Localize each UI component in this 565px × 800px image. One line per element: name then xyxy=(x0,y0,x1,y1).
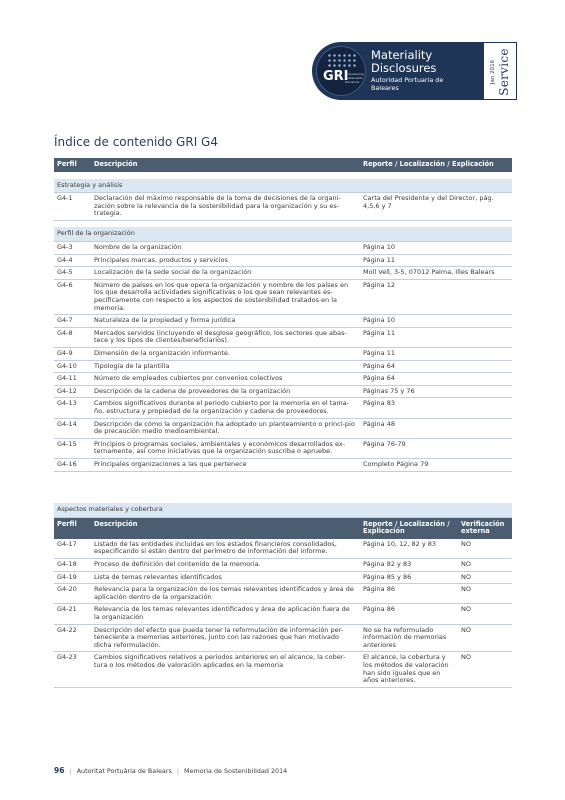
section-gap xyxy=(54,172,512,179)
row-report: Página 86 xyxy=(360,604,458,624)
row-description: Descripción del efecto que pueda tener la reformulación de información per-teneciente a memorias anteriores, junto con las razones que han motivado dicha reformulación. xyxy=(91,624,360,652)
footer-organization: Autoritat Portuària de Balears xyxy=(76,767,172,775)
row-code: G4-14 xyxy=(54,418,91,438)
section-row xyxy=(54,227,512,241)
header-reporte: Reporte / Localización / Explicación xyxy=(360,517,458,539)
row-description: Cambios significativos relativos a periodos anteriores en el alcance, la cober-tura o los métodos de valoración aplicados en la memoria xyxy=(91,652,360,687)
table-row xyxy=(54,398,512,418)
page-number: 96 xyxy=(54,766,65,775)
row-description: Nombre de la organización xyxy=(91,242,360,255)
row-verification: NO xyxy=(458,604,512,624)
badge-title: Materiality Disclosures xyxy=(371,48,437,75)
table-row xyxy=(54,254,512,267)
row-report: Página 64 xyxy=(360,360,512,373)
header-perfil: Perfil xyxy=(54,158,91,172)
row-report: Página 86 xyxy=(360,584,458,604)
row-code: G4-7 xyxy=(54,315,91,328)
row-verification: NO xyxy=(458,539,512,559)
row-report: Página 10, 12, 82 y 83 xyxy=(360,539,458,559)
row-description: Lista de temas relevantes identificados xyxy=(91,571,360,584)
header-descripcion: Descripción xyxy=(91,158,360,172)
gri-globe-icon xyxy=(327,53,357,67)
table-header-row xyxy=(54,158,512,172)
table-row xyxy=(54,315,512,328)
row-description: Relevancia para la organización de los temas relevantes identificados y área de aplicación dentro de la organización xyxy=(91,584,360,604)
header-descripcion: Descripción xyxy=(91,517,360,539)
table-row xyxy=(54,360,512,373)
badge-service-label: Service xyxy=(497,48,511,96)
section-row xyxy=(54,179,512,193)
row-description: Número de países en los que opera la organización y nombre de los países en los que desarrolla actividades significativas o los que sean relevantes es-pecíficamente con respecto a los aspectos de sostenibilidad tratados en la memoria. xyxy=(91,279,360,314)
row-verification: NO xyxy=(458,558,512,571)
row-description: Mercados servidos (incluyendo el desglose geográfico, los sectores que abas-tece y los tipos de clientes/beneficiarios). xyxy=(91,327,360,347)
row-report: Página 10 xyxy=(360,242,512,255)
row-code: G4-3 xyxy=(54,242,91,255)
row-report: Páginas 75 y 76 xyxy=(360,385,512,398)
row-description: Principales organizaciones a las que pertenece xyxy=(91,458,360,471)
row-description: Principales marcas, productos y servicios xyxy=(91,254,360,267)
row-code: G4-20 xyxy=(54,584,91,604)
section-gap xyxy=(54,220,512,227)
table-row xyxy=(54,373,512,386)
row-report: Moll Vell, 3-5, 07012 Palma, Illes Balears xyxy=(360,267,512,280)
table-row xyxy=(54,624,512,652)
row-report: Página 11 xyxy=(360,254,512,267)
table-row xyxy=(54,558,512,571)
row-report: Página 83 xyxy=(360,398,512,418)
footer-separator: | xyxy=(69,767,72,775)
row-description: Dimensión de la organización informante. xyxy=(91,348,360,361)
row-report: Página 64 xyxy=(360,373,512,386)
row-report: El alcance, la cobertura y los métodos de valoración han sido iguales que en años anteriores. xyxy=(360,652,458,687)
row-code: G4-8 xyxy=(54,327,91,347)
gri-index-table-material-aspects xyxy=(54,503,512,688)
row-description: Descripción de cómo la organización ha adoptado un planteamiento o princi-pio de precaución medio medioambiental. xyxy=(91,418,360,438)
table-row xyxy=(54,539,512,559)
table-row xyxy=(54,418,512,438)
row-report: Página 11 xyxy=(360,327,512,347)
row-code: G4-19 xyxy=(54,571,91,584)
row-description: Localización de la sede social de la organización xyxy=(91,267,360,280)
footer-separator: | xyxy=(176,767,179,775)
row-code: G4-18 xyxy=(54,558,91,571)
table-row xyxy=(54,279,512,314)
row-code: G4-4 xyxy=(54,254,91,267)
row-code: G4-17 xyxy=(54,539,91,559)
row-report: Carta del Presidente y del Director, pág. 4,5,6 y 7 xyxy=(360,193,512,221)
gri-logo xyxy=(316,46,366,96)
section-label: Perfil de la organización xyxy=(54,227,512,241)
table-row xyxy=(54,242,512,255)
row-code: G4-5 xyxy=(54,267,91,280)
table-row xyxy=(54,385,512,398)
gri-index-table-profile xyxy=(54,158,512,472)
page-title: Índice de contenido GRI G4 xyxy=(54,135,218,149)
row-code: G4-15 xyxy=(54,438,91,458)
row-code: G4-10 xyxy=(54,360,91,373)
table-row xyxy=(54,327,512,347)
row-verification: NO xyxy=(458,652,512,687)
row-code: G4-16 xyxy=(54,458,91,471)
badge-service-panel xyxy=(483,42,517,100)
row-code: G4-23 xyxy=(54,652,91,687)
footer-report-title: Memoria de Sostenibilidad 2014 xyxy=(184,767,288,775)
row-code: G4-11 xyxy=(54,373,91,386)
row-report: Página 10 xyxy=(360,315,512,328)
header-perfil: Perfil xyxy=(54,517,91,539)
materiality-badge xyxy=(312,42,517,100)
table-row xyxy=(54,584,512,604)
row-description: Listado de las entidades incluidas en los estados financieros consolidados, especificando si están dentro del perímetro de información del informe. xyxy=(91,539,360,559)
row-report: Página 11 xyxy=(360,348,512,361)
row-report: Página 12 xyxy=(360,279,512,314)
row-description: Número de empleados cubiertos por convenios colectivos xyxy=(91,373,360,386)
table-row xyxy=(54,348,512,361)
row-report: Página 48 xyxy=(360,418,512,438)
table-row xyxy=(54,458,512,471)
row-description: Principios o programas sociales, ambientales y económicos desarrollados ex-ternamente, así como iniciativas que la organización suscriba o apruebe. xyxy=(91,438,360,458)
row-code: G4-22 xyxy=(54,624,91,652)
row-code: G4-9 xyxy=(54,348,91,361)
header-verificacion: Verificación externa xyxy=(458,517,512,539)
row-verification: NO xyxy=(458,624,512,652)
row-code: G4-21 xyxy=(54,604,91,624)
section-label: Estrategia y análisis xyxy=(54,179,512,193)
section-label: Aspectos materiales y cobertura xyxy=(54,503,512,517)
table-header-row xyxy=(54,517,512,539)
gri-logo-tagline: Empowering Sustainable Decisions xyxy=(345,72,364,84)
table-row xyxy=(54,604,512,624)
row-code: G4-6 xyxy=(54,279,91,314)
row-verification: NO xyxy=(458,584,512,604)
row-code: G4-1 xyxy=(54,193,91,221)
row-description: Cambios significativos durante el periodo cubierto por la memoria en el tama-ño, estructura y propiedad de la organización y cadena de proveedores. xyxy=(91,398,360,418)
row-description: Naturaleza de la propiedad y forma jurídica xyxy=(91,315,360,328)
table-row xyxy=(54,571,512,584)
row-code: G4-12 xyxy=(54,385,91,398)
page-footer xyxy=(54,766,287,775)
table-row xyxy=(54,652,512,687)
row-description: Descripción de la cadena de proveedores de la organización xyxy=(91,385,360,398)
badge-subtitle: Autoridad Portuaria de Baleares xyxy=(371,76,444,92)
row-report: Página 85 y 86 xyxy=(360,571,458,584)
row-report: No se ha reformulado información de memorias anteriores xyxy=(360,624,458,652)
row-description: Proceso de definición del contenido de la memoria. xyxy=(91,558,360,571)
badge-date: Jan 2016 xyxy=(490,59,496,85)
row-description: Declaración del máximo responsable de la toma de decisiones de la organi-zación sobre la relevancia de la sostenibilidad para la organización y su es-trategia. xyxy=(91,193,360,221)
row-report: Página 76-79 xyxy=(360,438,512,458)
row-verification: NO xyxy=(458,571,512,584)
row-report: Página 82 y 83 xyxy=(360,558,458,571)
header-reporte: Reporte / Localización / Explicación xyxy=(360,158,512,172)
row-description: Tipología de la plantilla xyxy=(91,360,360,373)
table-row xyxy=(54,193,512,221)
section-row xyxy=(54,503,512,517)
row-report: Completo Página 79 xyxy=(360,458,512,471)
table-row xyxy=(54,438,512,458)
row-code: G4-13 xyxy=(54,398,91,418)
table-row xyxy=(54,267,512,280)
gri-logo-text: GRI xyxy=(323,69,349,84)
row-description: Relevancia de los temas relevantes identificados y área de aplicación fuera de la organización xyxy=(91,604,360,624)
